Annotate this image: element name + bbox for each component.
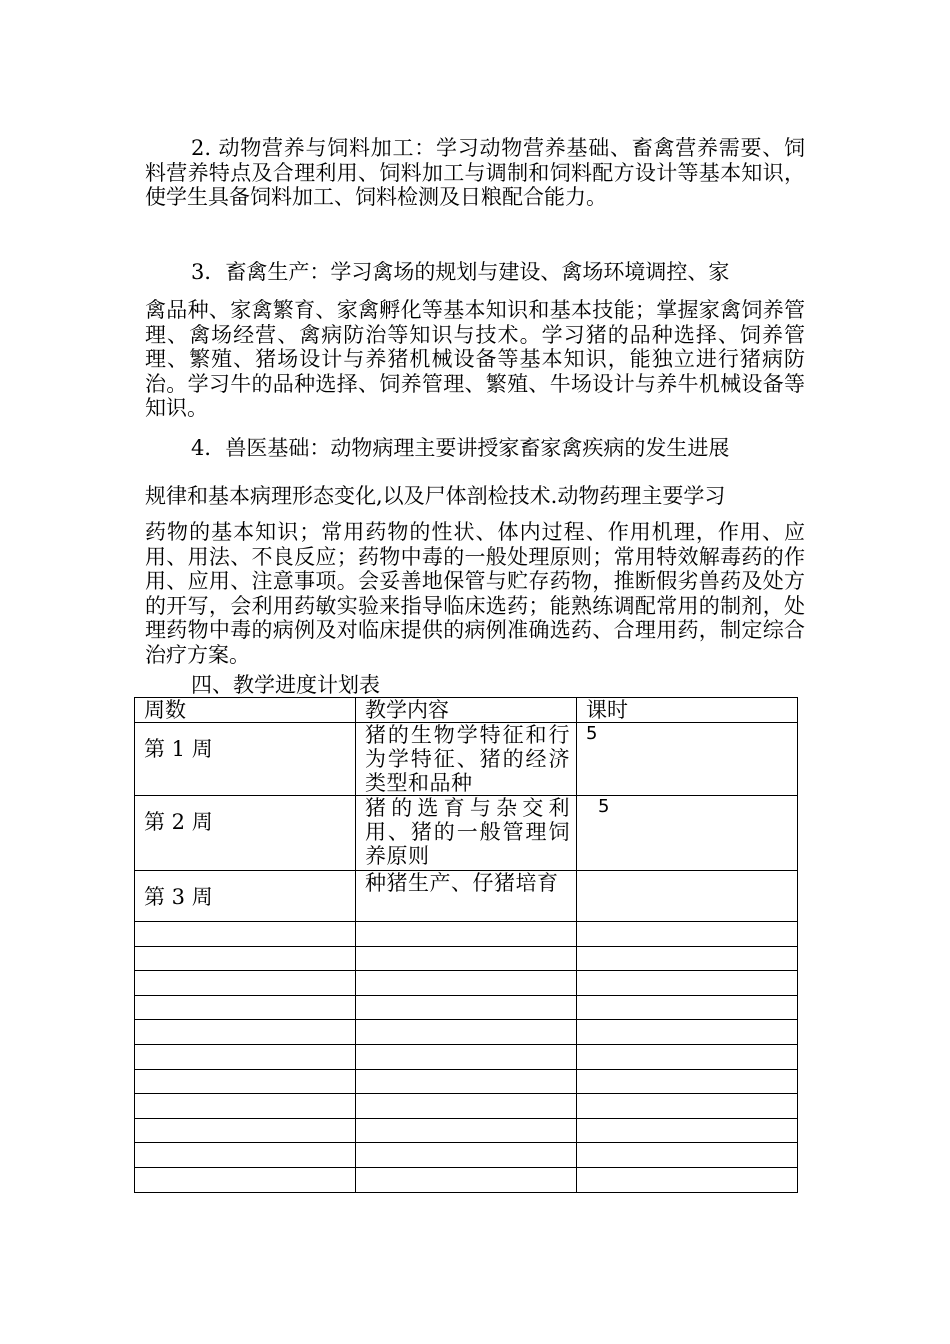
content-text: 猪的选育与杂交利用、猪的一般管理饲养原则 xyxy=(365,796,570,868)
empty-table-row xyxy=(135,971,798,996)
header-week: 周数 xyxy=(135,698,356,723)
content-cell xyxy=(356,871,577,922)
empty-table-row xyxy=(135,1069,798,1094)
week-cell xyxy=(135,796,356,871)
hours-cell xyxy=(577,723,798,796)
header-content: 教学内容 xyxy=(356,698,577,723)
paragraph-feed-processing-text: 2. 动物营养与饲料加工：学习动物营养基础、畜禽营养需要、饲料营养特点及合理利用、饲料加工与调制和饲料配方设计等基本知识，使学生具备饲料加工、饲料检测及日粮配合能力。 xyxy=(145,136,805,209)
empty-table-row xyxy=(135,1167,798,1192)
table-header-row xyxy=(135,698,798,723)
content-cell xyxy=(356,723,577,796)
table-row xyxy=(135,723,798,796)
empty-table-row xyxy=(135,1020,798,1045)
paragraph-livestock-rest: 禽品种、家禽繁育、家禽孵化等基本知识和基本技能；掌握家禽饲养管理、禽场经营、禽病防治等知识与技术。学习猪的品种选择、饲养管理、繁殖、猪场设计与养猪机械设备等基本知识，能独立进行猪病防治。学习牛的品种选择、饲养管理、繁殖、牛场设计与养牛机械设备等知识。 xyxy=(145,298,805,420)
week-label: 第 2 周 xyxy=(144,810,213,834)
empty-table-row xyxy=(135,946,798,971)
header-hours: 课时 xyxy=(577,698,798,723)
hours-cell xyxy=(577,796,798,871)
week-cell xyxy=(135,871,356,922)
content-text: 种猪生产、仔猪培育 xyxy=(365,871,559,895)
content-cell xyxy=(356,796,577,871)
week-label: 第 3 周 xyxy=(144,885,213,909)
section-title: 四、教学进度计划表 xyxy=(191,673,380,697)
paragraph-veterinary-first-line xyxy=(145,436,805,461)
empty-table-row xyxy=(135,1044,798,1069)
table-row xyxy=(135,871,798,922)
empty-table-row xyxy=(135,995,798,1020)
table-row xyxy=(135,796,798,871)
hours-value: 5 xyxy=(586,723,598,744)
paragraph-veterinary-first-text: 4．兽医基础：动物病理主要讲授家畜家禽疾病的发生进展 xyxy=(191,436,730,460)
paragraph-livestock-first-text: 3．畜禽生产：学习禽场的规划与建设、禽场环境调控、家 xyxy=(191,260,730,284)
teaching-schedule-table xyxy=(134,697,798,1193)
content-text: 猪的生物学特征和行为学特征、猪的经济类型和品种 xyxy=(365,723,570,795)
hours-cell xyxy=(577,871,798,922)
empty-table-row xyxy=(135,922,798,947)
paragraph-veterinary-second-line: 规律和基本病理形态变化,以及尸体剖检技术.动物药理主要学习 xyxy=(145,484,726,508)
paragraph-livestock-first-line xyxy=(145,260,805,285)
paragraph-feed-processing xyxy=(145,136,805,210)
paragraph-veterinary-rest: 药物的基本知识；常用药物的性状、体内过程、作用机理，作用、应用、用法、不良反应；药物中毒的一般处理原则；常用特效解毒药的作用、应用、注意事项。会妥善地保管与贮存药物，推断假劣兽药及处方的开写，会利用药敏实验来指导临床选药；能熟练调配常用的制剂，处理药物中毒的病例及对临床提供的病例准确选药、合理用药，制定综合治疗方案。 xyxy=(145,520,805,667)
week-label: 第 1 周 xyxy=(144,737,213,761)
empty-table-row xyxy=(135,1143,798,1168)
hours-value: 5 xyxy=(598,796,610,817)
week-cell xyxy=(135,723,356,796)
empty-table-row xyxy=(135,1118,798,1143)
empty-table-row xyxy=(135,1094,798,1119)
